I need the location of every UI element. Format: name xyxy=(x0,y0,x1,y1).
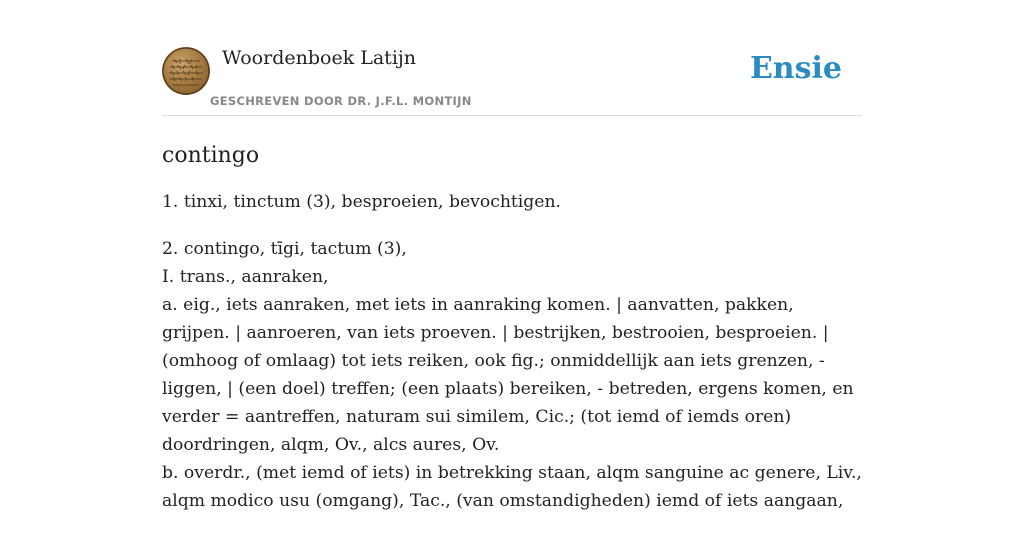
entry-title: contingo xyxy=(162,143,260,168)
definition-line: a. eig., iets aanraken, met iets in aanraking komen. | aanvatten, pakken, grijpen. | aanroeren, van iets proeven. | bestrijken, bestrooien, besproeien. | (omhoog of omlaag) tot iets reiken, ook fig.; onmiddellijk aan iets grenzen, - liggen, | (een doel) treffen; (een plaats) bereiken, - betreden, ergens komen, en verder = aantreffen, naturam sui similem, Cic.; (tot iemd of iemds oren) doordringen, alqm, Ov., alcs aures, Ov. xyxy=(162,295,854,455)
ensie-brand-link[interactable]: Ensie xyxy=(749,51,842,86)
latin-coin-logo-icon[interactable] xyxy=(162,47,210,95)
definition-line: b. overdr., (met iemd of iets) in betrekking staan, alqm sanguine ac genere, Liv., alqm modico usu (omgang), Tac., (van omstandigheden) iemd of iets aangaan, xyxy=(162,463,862,511)
author-credit: GESCHREVEN DOOR DR. J.F.L. MONTIJN xyxy=(210,94,472,108)
definition-paragraph-2 xyxy=(162,235,862,515)
definition-line: 2. contingo, tīgi, tactum (3), xyxy=(162,239,407,259)
definition-paragraph-1: 1. tinxi, tinctum (3), besproeien, bevochtigen. xyxy=(162,192,561,212)
page xyxy=(162,0,862,534)
definition-line: I. trans., aanraken, xyxy=(162,267,329,287)
site-title[interactable]: Woordenboek Latijn xyxy=(222,47,417,69)
entry-content xyxy=(162,188,862,515)
header xyxy=(162,0,862,116)
